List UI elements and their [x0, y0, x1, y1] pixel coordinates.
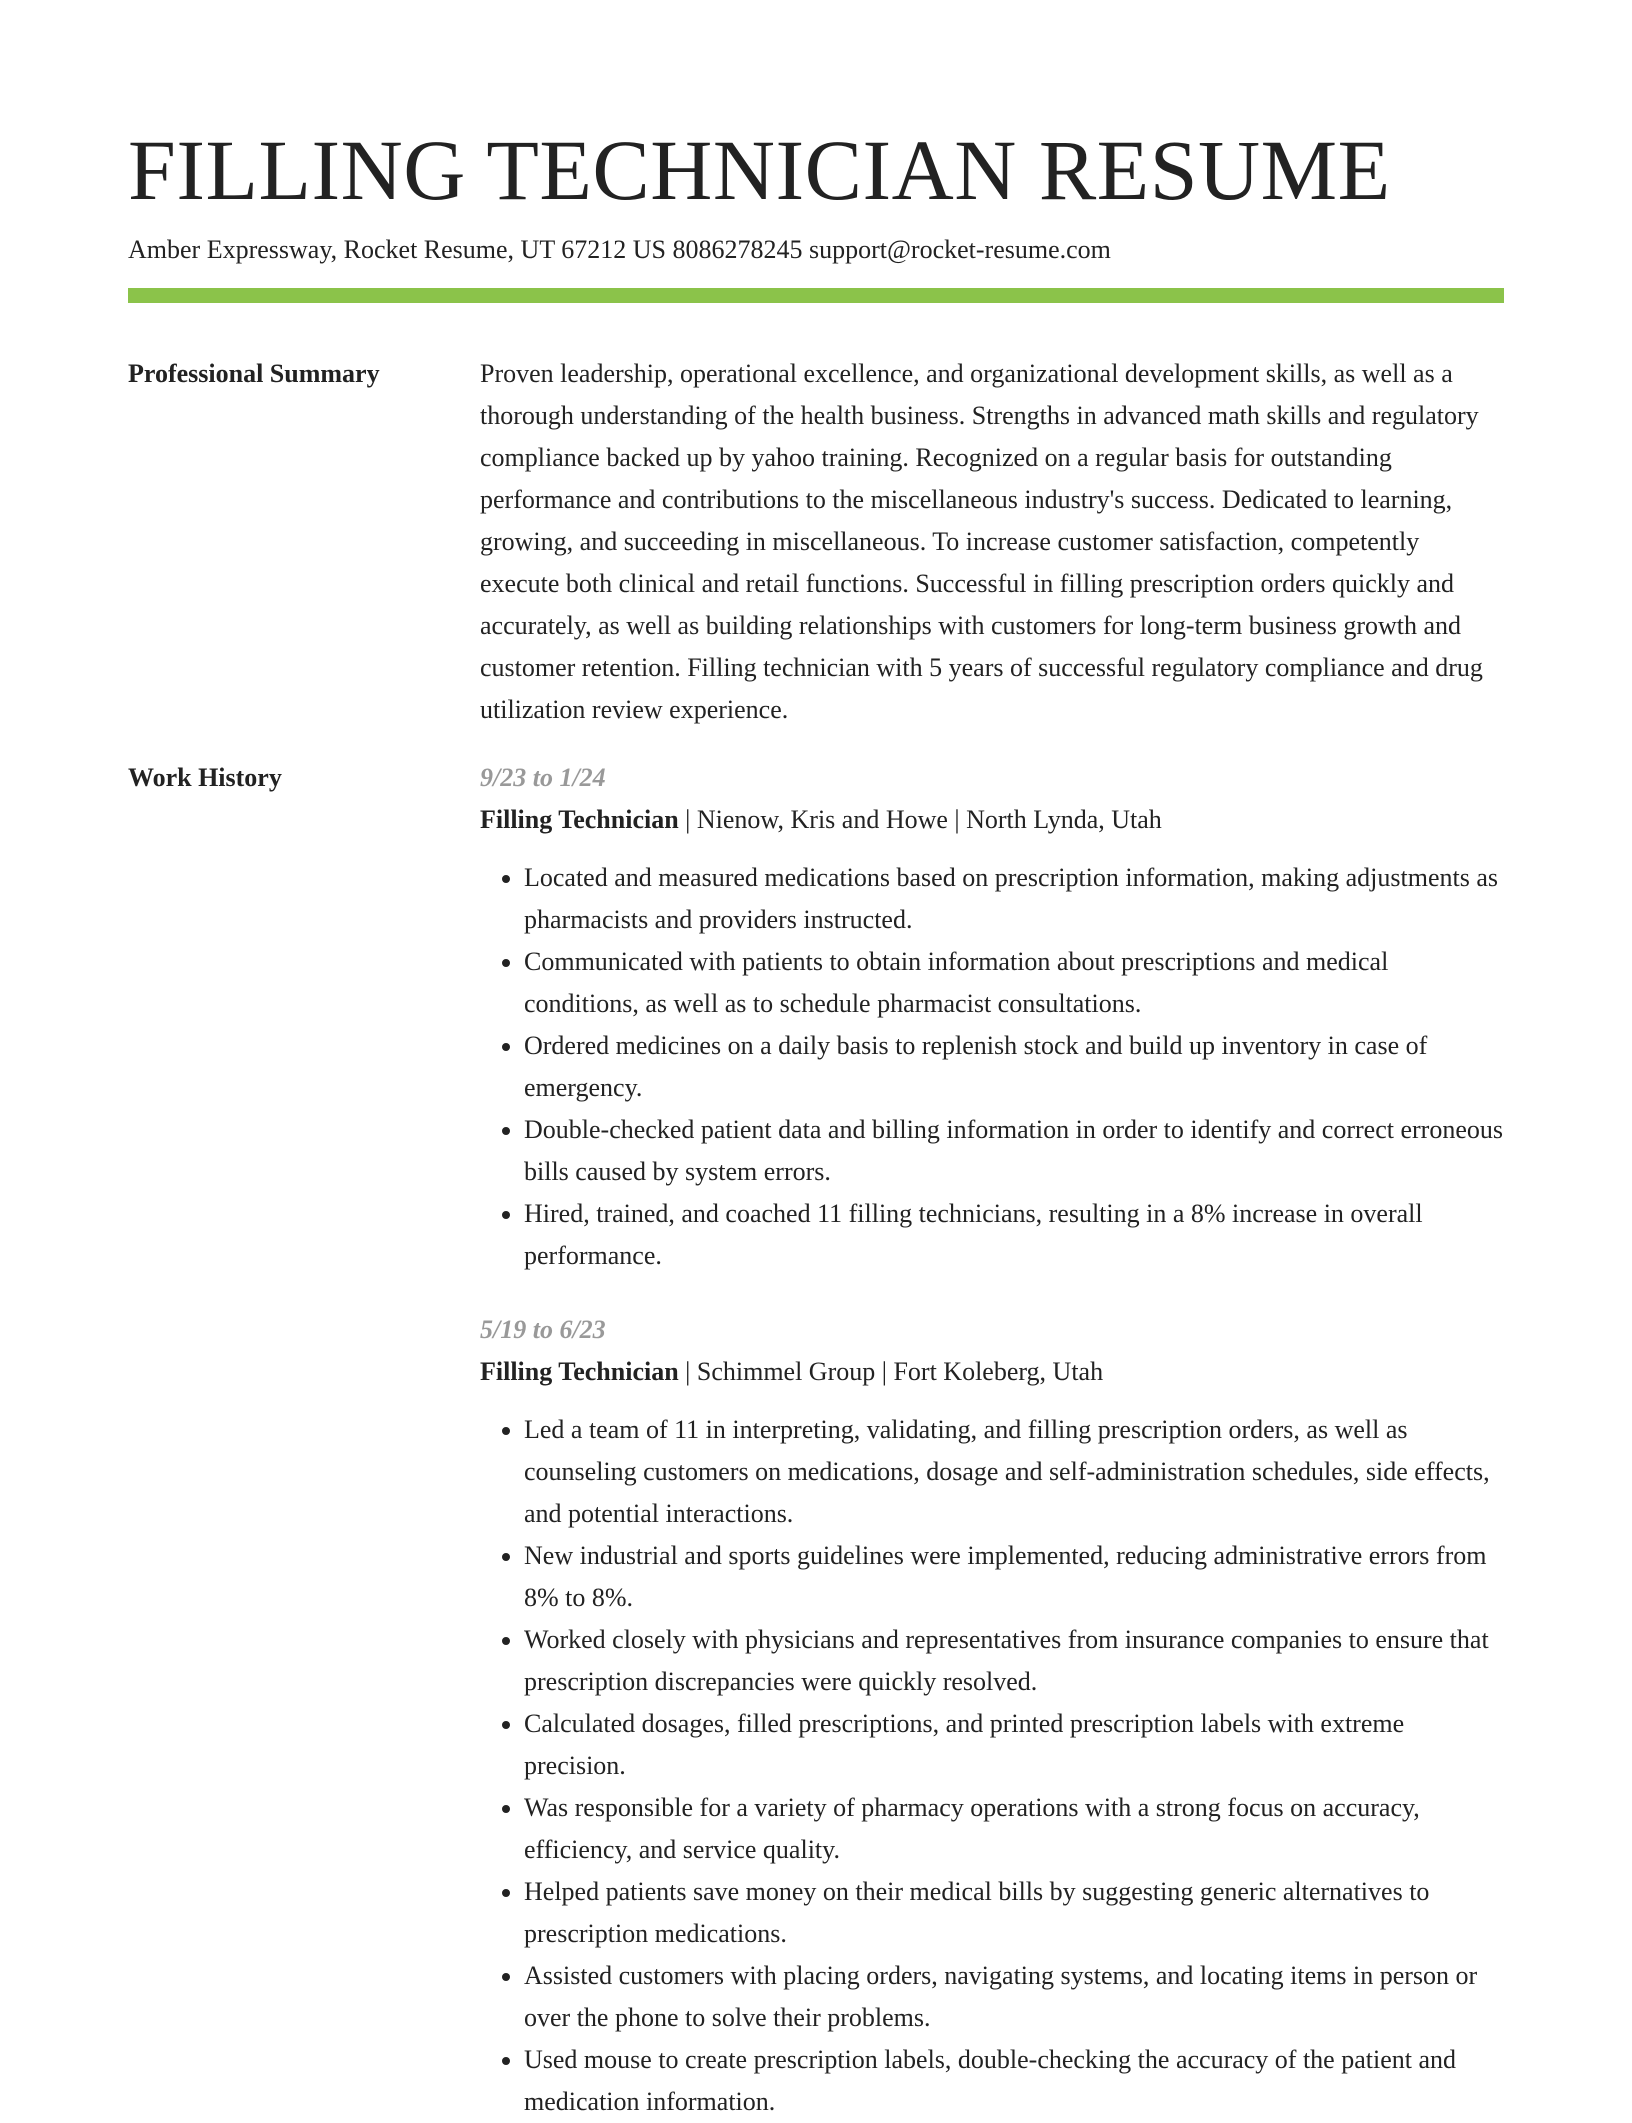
job-entry: [480, 1309, 1504, 2123]
section-label: Professional Summary: [128, 359, 380, 388]
list-item: • Helped patients save money on their medical bills by suggesting generic alternatives to prescription medications.: [524, 1871, 1504, 1955]
job-dates: 9/23 to 1/24: [480, 763, 606, 792]
contact-line: Amber Expressway, Rocket Resume, UT 67212 US 8086278245 support@rocket-resume.com: [128, 235, 1111, 264]
list-item: • Communicated with patients to obtain information about prescriptions and medical conditions, as well as to schedule pharmacist consultations.: [524, 941, 1504, 1025]
list-item: • Located and measured medications based on prescription information, making adjustments as pharmacists and providers instructed.: [524, 857, 1504, 941]
summary-text: Proven leadership, operational excellence, and organizational development skills, as well as a thorough understanding of the health business. Strengths in advanced math skills and regulatory compliance backed up by yahoo training. Recognized on a regular basis for outstanding performance and contributions to the miscellaneous industry's success. Dedicated to learning, growing, and succeeding in miscellaneous. To increase customer satisfaction, competently execute both clinical and retail functions. Successful in filling prescription orders quickly and accurately, as well as building relationships with customers for long-term business growth and customer retention. Filling technician with 5 years of successful regulatory compliance and drug utilization review experience.: [480, 359, 1483, 724]
list-item: • Worked closely with physicians and representatives from insurance companies to ensure that prescription discrepancies were quickly resolved.: [524, 1619, 1504, 1703]
list-item: • Was responsible for a variety of pharmacy operations with a strong focus on accuracy, efficiency, and service quality.: [524, 1787, 1504, 1871]
job-heading: [480, 799, 1504, 841]
accent-divider: [128, 288, 1504, 303]
list-item: • Ordered medicines on a daily basis to replenish stock and build up inventory in case of emergency.: [524, 1025, 1504, 1109]
professional-summary-section: [128, 353, 1504, 731]
job-employer-location: | Nienow, Kris and Howe | North Lynda, Utah: [678, 805, 1162, 834]
list-item: • Used mouse to create prescription labels, double-checking the accuracy of the patient and medication information.: [524, 2039, 1504, 2123]
resume-title: FILLING TECHNICIAN RESUME: [128, 122, 1391, 218]
job-bullets: [480, 857, 1504, 1277]
job-title: Filling Technician: [480, 1357, 679, 1386]
work-history-section: [128, 757, 1504, 2123]
job-bullets: [480, 1409, 1504, 2123]
section-label: Work History: [128, 763, 282, 792]
resume-page: [128, 116, 1504, 2123]
job-employer-location: | Schimmel Group | Fort Koleberg, Utah: [678, 1357, 1104, 1386]
list-item: • Hired, trained, and coached 11 filling technicians, resulting in a 8% increase in overall performance.: [524, 1193, 1504, 1277]
list-item: • Calculated dosages, filled prescriptions, and printed prescription labels with extreme precision.: [524, 1703, 1504, 1787]
list-item: • Assisted customers with placing orders, navigating systems, and locating items in person or over the phone to solve their problems.: [524, 1955, 1504, 2039]
list-item: • New industrial and sports guidelines were implemented, reducing administrative errors from 8% to 8%.: [524, 1535, 1504, 1619]
job-title: Filling Technician: [480, 805, 679, 834]
job-entry: [480, 757, 1504, 1277]
job-heading: [480, 1351, 1504, 1393]
list-item: • Double-checked patient data and billing information in order to identify and correct erroneous bills caused by system errors.: [524, 1109, 1504, 1193]
job-dates: 5/19 to 6/23: [480, 1315, 606, 1344]
list-item: • Led a team of 11 in interpreting, validating, and filling prescription orders, as well as counseling customers on medications, dosage and self-administration schedules, side effects, and potential interactions.: [524, 1409, 1504, 1535]
job-list: [480, 757, 1504, 2123]
